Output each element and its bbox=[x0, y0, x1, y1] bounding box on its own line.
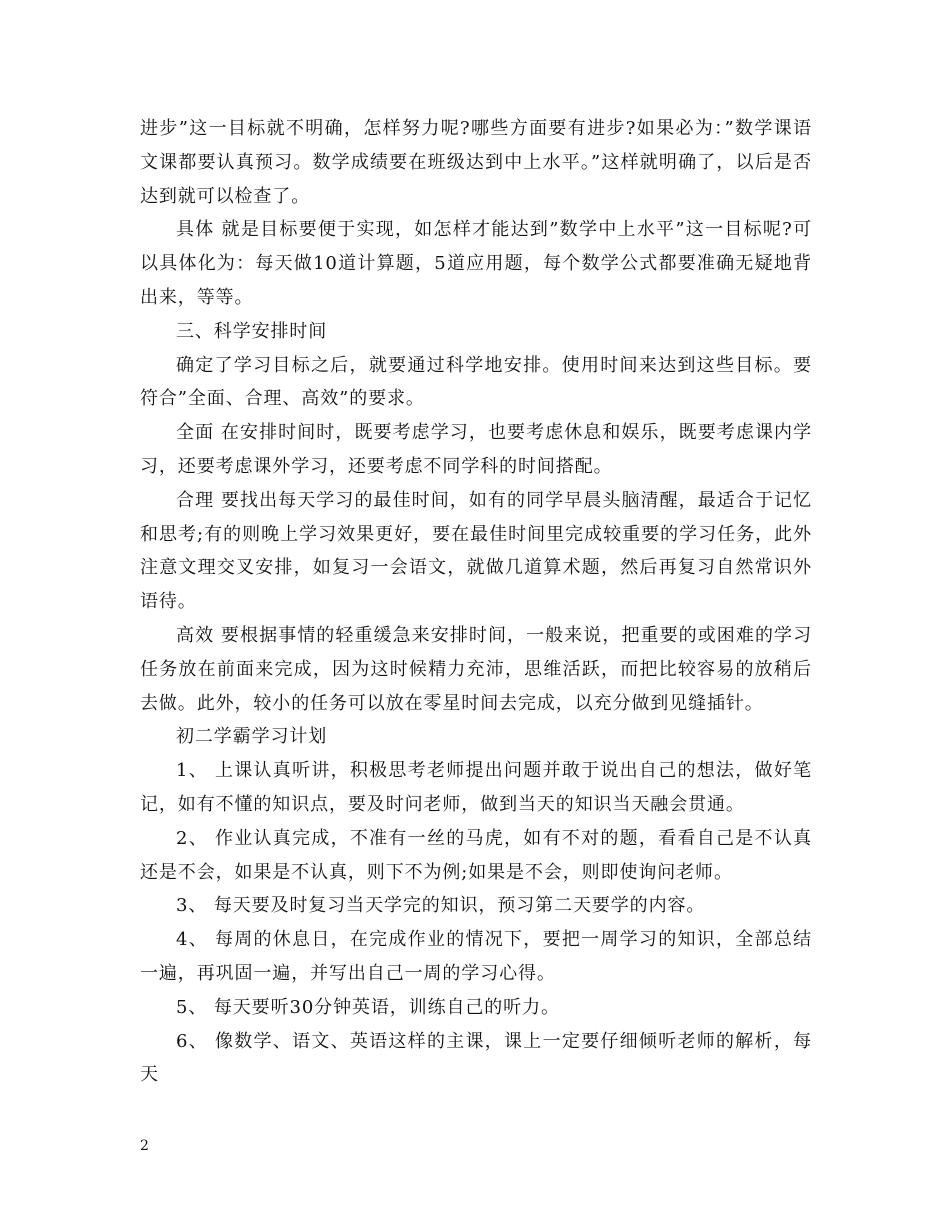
section-heading-schedule-time: 三、科学安排时间 bbox=[176, 320, 328, 342]
paragraph-schedule-intro: 确定了学习目标之后，就要通过科学地安排。使用时间来达到这些目标。要符合”全面、合理、高效”的要求。 bbox=[140, 354, 812, 410]
paragraph-comprehensive: 全面 在安排时间时，既要考虑学习，也要考虑休息和娱乐，既要考虑课内学习，还要考虑课外学习，还要考虑不同学科的时间搭配。 bbox=[140, 422, 812, 477]
section-heading-study-plan: 初二学霸学习计划 bbox=[176, 726, 328, 748]
list-item-1: 1、 上课认真听讲，积极思考老师提出问题并敢于说出自己的想法，做好笔记，如有不懂的知识点，要及时问老师，做到当天的知识当天融会贯通。 bbox=[140, 760, 812, 815]
paragraph-reasonable: 合理 要找出每天学习的最佳时间，如有的同学早晨头脑清醒，最适合于记忆和思考;有的则晚上学习效果更好，要在最佳时间里完成较重要的学习任务，此外注意文理交叉安排，如复习一会语文，就做几道算术题，然后再复习自然常识外语待。 bbox=[140, 489, 812, 613]
page-number: 2 bbox=[140, 1138, 149, 1154]
paragraph-goal-clarity-continued: 进步”这一目标就不明确，怎样努力呢?哪些方面要有进步?如果必为：”数学课语文课都要认真预习。数学成绩要在班级达到中上水平。”这样就明确了，以后是否达到就可以检查了。 bbox=[140, 118, 812, 207]
list-item-6: 6、 像数学、语文、英语这样的主课，课上一定要仔细倾听老师的解析，每天 bbox=[140, 1030, 812, 1086]
document-body bbox=[140, 112, 812, 1092]
list-item-5: 5、 每天要听30分钟英语，训练自己的听力。 bbox=[176, 996, 560, 1018]
paragraph-efficient: 高效 要根据事情的轻重缓急来安排时间，一般来说，把重要的或困难的学习任务放在前面来完成，因为这时候精力充沛，思维活跃，而把比较容易的放稍后去做。此外，较小的任务可以放在零星时间去完成，以充分做到见缝插针。 bbox=[140, 624, 812, 714]
list-item-2: 2、 作业认真完成，不准有一丝的马虎，如有不对的题，看看自己是不认真还是不会，如果是不认真，则下不为例;如果是不会，则即使询问老师。 bbox=[140, 827, 812, 883]
list-item-3: 3、 每天要及时复习当天学完的知识，预习第二天要学的内容。 bbox=[176, 895, 706, 917]
paragraph-specific: 具体 就是目标要便于实现，如怎样才能达到”数学中上水平”这一目标呢?可以具体化为：每天做10道计算题，5道应用题，每个数学公式都要准确无疑地背出来，等等。 bbox=[140, 219, 812, 308]
list-item-4: 4、 每周的休息日，在完成作业的情况下，要把一周学习的知识，全部总结一遍，再巩固一遍，并写出自己一周的学习心得。 bbox=[140, 929, 812, 984]
